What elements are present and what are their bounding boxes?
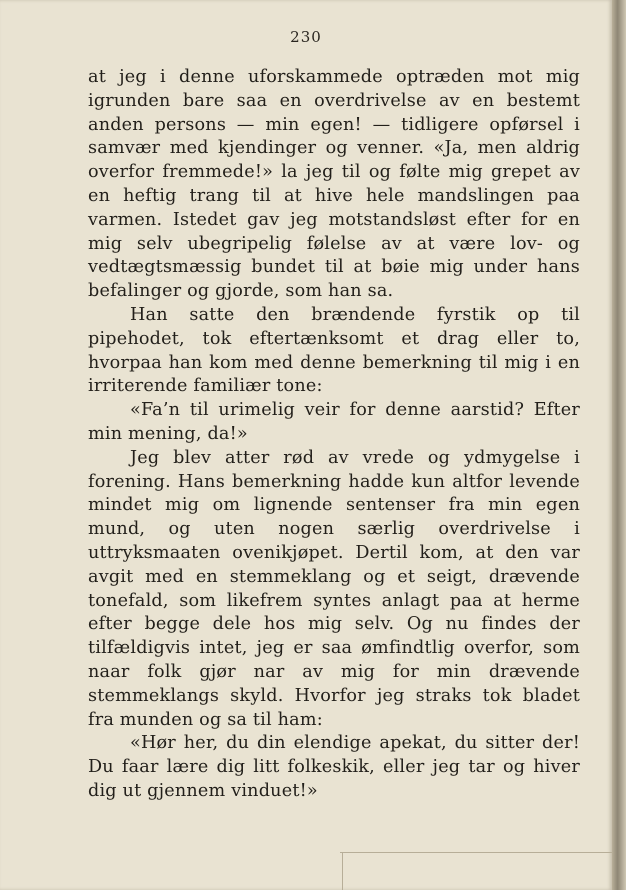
body-text (88, 66, 580, 804)
page-number: 230 (290, 28, 322, 46)
paragraph-1: at jeg i denne uforskammede optræden mot mig igrunden bare saa en overdrivelse av en bestemt anden persons — min egen! — tidligere opførsel i samvær med kjendinger og venner. «Ja, men aldrig overfor fremmede!» la jeg til og følte mig grepet av en heftig trang til at hive hele mandslingen paa varmen. Istedet gav jeg motstandsløst efter for en mig selv ubegripelig følelse av at være lov- og vedtægtsmæssig bundet til at bøie mig under hans befalinger og gjorde, som han sa. (88, 67, 580, 302)
paragraph-2: Han satte den brændende fyrstik op til pipehodet, tok eftertænksomt et drag eller to, hvorpaa han kom med denne bemerkning til mig i en irriterende familiær tone: (88, 304, 580, 397)
paragraph-4: Jeg blev atter rød av vrede og ydmygelse i forening. Hans bemerkning hadde kun altfor levende mindet mig om lignende sentenser fra min egen mund, og uten nogen særlig overdrivelse i uttryksmaaten ovenikjøpet. Dertil kom, at den var avgit med en stemmeklang og et seigt, drævende tonefald, som likefrem syntes anlagt paa at herme efter begge dele hos mig selv. Og nu findes der tilfældigvis intet, jeg er saa ømfindtlig overfor, som naar folk gjør nar av mig for min drævende stemmeklangs skyld. Hvorfor jeg straks tok bladet fra munden og sa til ham: (88, 447, 580, 730)
page-edge-shadow (612, 0, 626, 890)
paragraph-5: «Hør her, du din elendige apekat, du sitter der! Du faar lære dig litt folkeskik, eller jeg tar og hiver dig ut gjennem vinduet!» (88, 733, 580, 801)
bottom-scan-line (340, 852, 612, 853)
paragraph-3: «Fa’n til urimelig veir for denne aarstid? Efter min mening, da!» (88, 400, 580, 444)
bottom-scan-tick (342, 852, 343, 890)
